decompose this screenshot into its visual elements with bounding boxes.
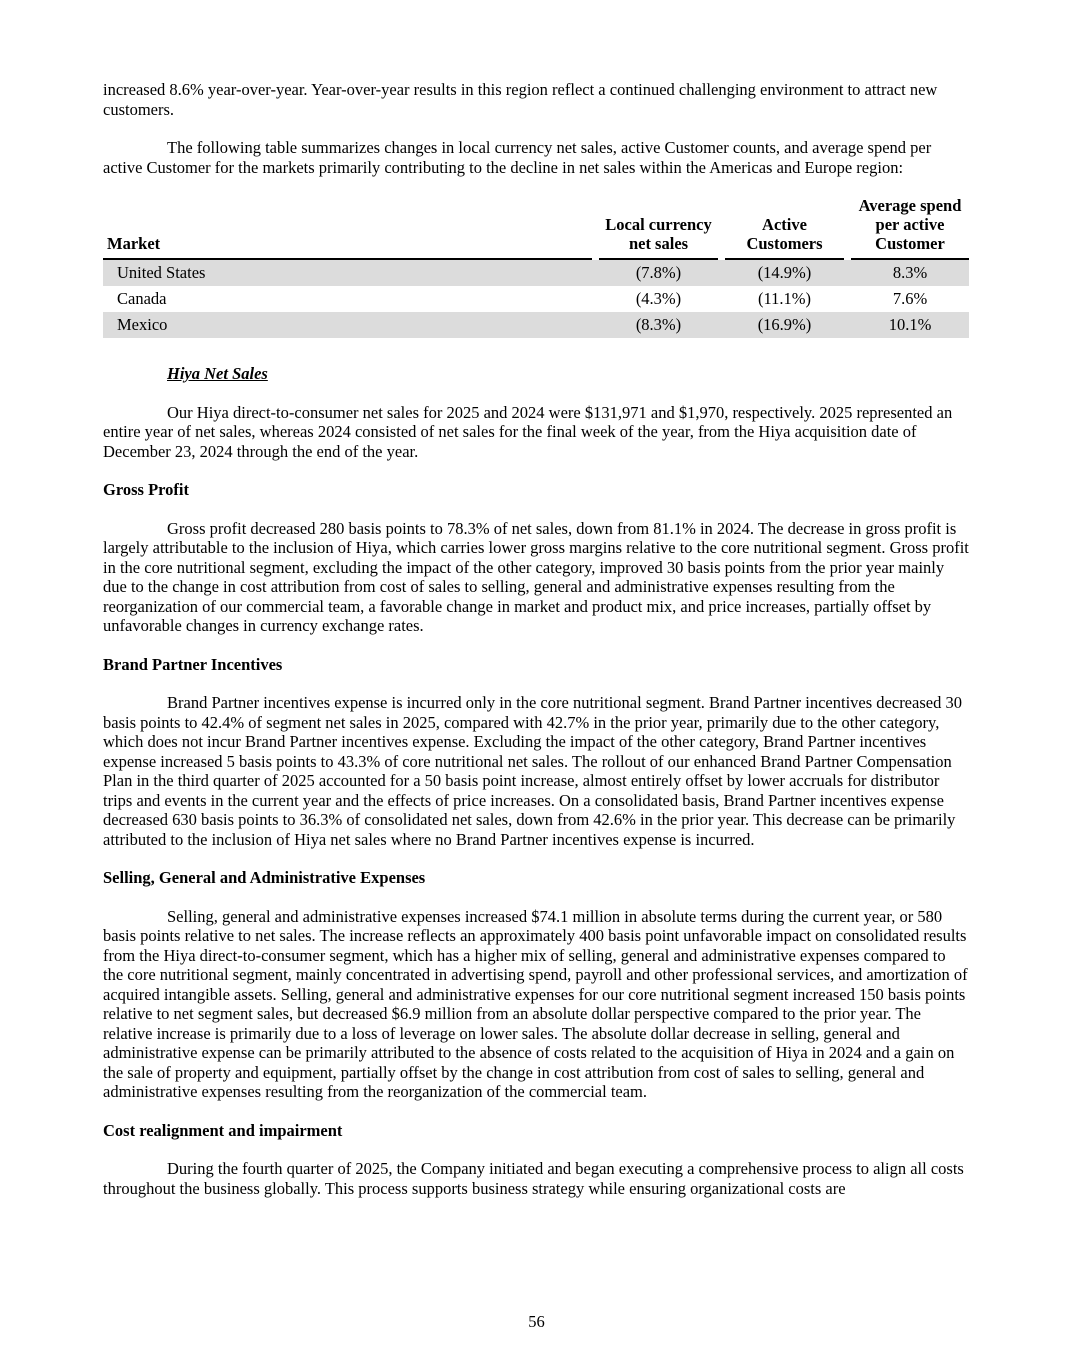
- local-currency-net-sales-cell: (7.8%): [599, 260, 718, 286]
- local-currency-net-sales-cell: (8.3%): [599, 312, 718, 338]
- table-header-gap: [718, 196, 725, 260]
- heading-cost-realignment: Cost realignment and impairment: [103, 1120, 343, 1140]
- heading-hiya-net-sales: Hiya Net Sales: [167, 364, 268, 383]
- table-row-mexico: [103, 312, 969, 338]
- table-header-local-currency-net-sales: Local currency net sales: [599, 196, 718, 260]
- average-spend-cell: 8.3%: [851, 260, 969, 286]
- table-header-active-customers: Active Customers: [725, 196, 844, 260]
- active-customers-cell: (11.1%): [758, 289, 811, 309]
- page-number: 56: [528, 1312, 545, 1331]
- gap-cell: [844, 286, 851, 312]
- heading-sga-expenses: Selling, General and Administrative Expenses: [103, 868, 426, 887]
- active-customers-cell: (16.9%): [725, 312, 844, 338]
- table-header-gap: [592, 196, 599, 260]
- paragraph-sga-expenses: Selling, general and administrative expenses increased $74.1 million in absolute terms during the current year, or 580 basis points relative to net sales. The increase reflects an approximately 400 basis point unfavorable impact on consolidated results from the Hiya direct-to-consumer segment, which has a higher mix of selling, general and administrative expenses compared to the core nutritional segment, mainly concentrated in advertising spend, payroll and other professional services, and amortization of acquired intangible assets. Selling, general and administrative expenses for our core nutritional segment increased 150 basis points relative to net segment sales, but decreased $6.9 million from an absolute dollar perspective compared to the prior year. The relative increase is primarily due to a loss of leverage on lower sales. The absolute dollar decrease in selling, general and administrative expense can be primarily attributed to the absence of costs related to the acquisition of Hiya in 2024 and a gain on the sale of property and equipment, partially offset by the change in cost attribution from cost of sales to selling, general and administrative expenses resulting from the reorganization of the commercial team.: [103, 906, 968, 1101]
- heading-gross-profit: Gross Profit: [103, 480, 190, 499]
- table-header-gap: [844, 196, 851, 260]
- average-spend-cell: 10.1%: [851, 312, 969, 338]
- gap-cell: [844, 312, 851, 338]
- gap-cell: [592, 260, 599, 286]
- local-currency-net-sales-cell: (4.3%): [635, 289, 682, 309]
- market-cell: United States: [103, 260, 592, 286]
- market-cell: Canada: [117, 289, 167, 309]
- table-row-united-states: [103, 260, 969, 286]
- gap-cell: [718, 286, 725, 312]
- gap-cell: [592, 286, 599, 312]
- market-cell: Mexico: [103, 312, 592, 338]
- table-header-average-spend: Average spend per active Customer: [851, 196, 969, 260]
- table-header-market: Market: [103, 196, 592, 260]
- average-spend-cell: 7.6%: [892, 289, 928, 309]
- page-content: [103, 80, 969, 1217]
- paragraph-gross-profit: Gross profit decreased 280 basis points to 78.3% of net sales, down from 81.1% in 2024. The decrease in gross profit is largely attributable to the inclusion of Hiya, which carries lower gross margins relative to the core nutritional segment. Gross profit in the core nutritional segment, excluding the impact of the other category, improved 30 basis points from the prior year mainly due to the change in cost attribution from cost of sales to selling, general and administrative expenses resulting from the reorganization of our commercial team, a favorable change in market and product mix, and price increases, partially offset by unfavorable changes in currency exchange rates.: [103, 518, 969, 635]
- heading-brand-partner-incentives: Brand Partner Incentives: [103, 654, 283, 674]
- active-customers-cell: (14.9%): [725, 260, 844, 286]
- gap-cell: [718, 312, 725, 338]
- paragraph-brand-partner-incentives: Brand Partner incentives expense is incurred only in the core nutritional segment. Brand Partner incentives decreased 30 basis points to 42.4% of segment net sales in 2025, compared with 42.7% in the prior year, primarily due to the other category, which does not incur Brand Partner incentives expense. Excluding the impact of the other category, Brand Partner incentives expense increased 5 basis points to 43.3% of core nutritional net sales. The rollout of our enhanced Brand Partner Compensation Plan in the third quarter of 2025 accounted for a 50 basis point increase, almost entirely offset by lower accruals for distributor trips and events in the current year and the effects of price increases. On a consolidated basis, Brand Partner incentives expense decreased 630 basis points to 36.3% of consolidated net sales, down from 42.6% in the prior year. This decrease can be primarily attributed to the inclusion of Hiya net sales where no Brand Partner incentives expense is incurred.: [103, 693, 962, 849]
- table-row-canada: [103, 286, 969, 312]
- gap-cell: [844, 260, 851, 286]
- gap-cell: [718, 260, 725, 286]
- table-lead-paragraph: The following table summarizes changes in local currency net sales, active Customer counts, and average spend per active Customer for the markets primarily contributing to the decline in net sales within the Americas and Europe region:: [103, 138, 932, 177]
- market-summary-table: [103, 196, 969, 338]
- gap-cell: [592, 312, 599, 338]
- paragraph-hiya-net-sales: Our Hiya direct-to-consumer net sales for 2025 and 2024 were $131,971 and $1,970, respectively. 2025 represented an entire year of net sales, whereas 2024 consisted of net sales for the final week of the year, from the Hiya acquisition date of December 23, 2024 through the end of the year.: [103, 402, 953, 461]
- continuation-paragraph: increased 8.6% year-over-year. Year-over-year results in this region reflect a continued challenging environment to attract new customers.: [103, 80, 938, 119]
- table-header-row: [103, 196, 969, 260]
- paragraph-cost-realignment: During the fourth quarter of 2025, the Company initiated and began executing a comprehensive process to align all costs throughout the business globally. This process supports business strategy while ensuring organizational costs are: [103, 1159, 964, 1198]
